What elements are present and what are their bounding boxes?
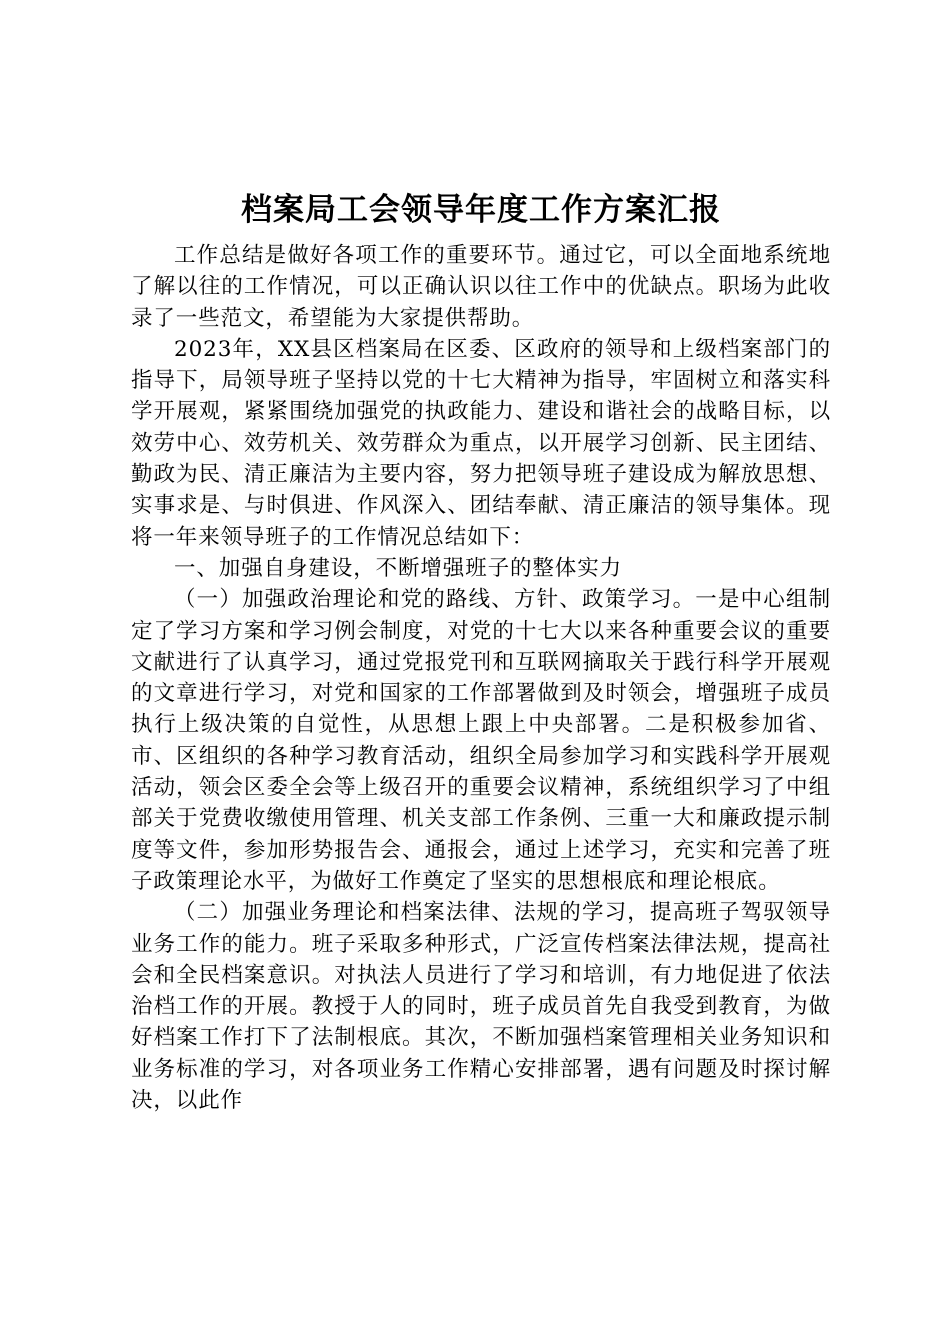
paragraph-subsection-1: （一）加强政治理论和党的路线、方针、政策学习。一是中心组制定了学习方案和学习例会制度，对党的十七大以来各种重要会议的重要文献进行了认真学习，通过党报党刊和互联网摘取关于践行科学开展观的文章进行学习，对党和国家的工作部署做到及时领会，增强班子成员执行上级决策的自觉性，从思想上跟上中央部署。二是积极参加省、市、区组织的各种学习教育活动，组织全局参加学习和实践科学开展观活动，领会区委全会等上级召开的重要会议精神，系统组织学习了中组部关于党费收缴使用管理、机关支部工作条例、三重一大和廉政提示制度等文件，参加形势报告会、通报会，通过上述学习，充实和完善了班子政策理论水平，为做好工作奠定了坚实的思想根底和理论根底。 (131, 587, 831, 894)
paragraph-intro: 工作总结是做好各项工作的重要环节。通过它，可以全面地系统地了解以往的工作情况，可以正确认识以往工作中的优缺点。职场为此收录了一些范文，希望能为大家提供帮助。 (131, 243, 831, 331)
paragraph-subsection-2: （二）加强业务理论和档案法律、法规的学习，提高班子驾驭领导业务工作的能力。班子采取多种形式，广泛宣传档案法律法规，提高社会和全民档案意识。对执法人员进行了学习和培训，有力地促进了依法治档工作的开展。教授于人的同时，班子成员首先自我受到教育，为做好档案工作打下了法制根底。其次，不断加强档案管理相关业务知识和业务标准的学习，对各项业务工作精心安排部署，遇有问题及时探讨解决，以此作 (131, 900, 831, 1114)
document-body (131, 186, 831, 1116)
paragraph-overview: 2023年，XX县区档案局在区委、区政府的领导和上级档案部门的指导下，局领导班子坚持以党的十七大精神为指导，牢固树立和落实科学开展观，紧紧围绕加强党的执政能力、建设和谐社会的战略目标，以效劳中心、效劳机关、效劳群众为重点，以开展学习创新、民主团结、勤政为民、清正廉洁为主要内容，努力把领导班子建设成为解放思想、实事求是、与时俱进、作风深入、团结奉献、清正廉洁的领导集体。现将一年来领导班子的工作情况总结如下： (131, 336, 831, 550)
section-heading-1: 一、加强自身建设，不断增强班子的整体实力 (174, 555, 623, 581)
document-title: 档案局工会领导年度工作方案汇报 (241, 192, 721, 228)
